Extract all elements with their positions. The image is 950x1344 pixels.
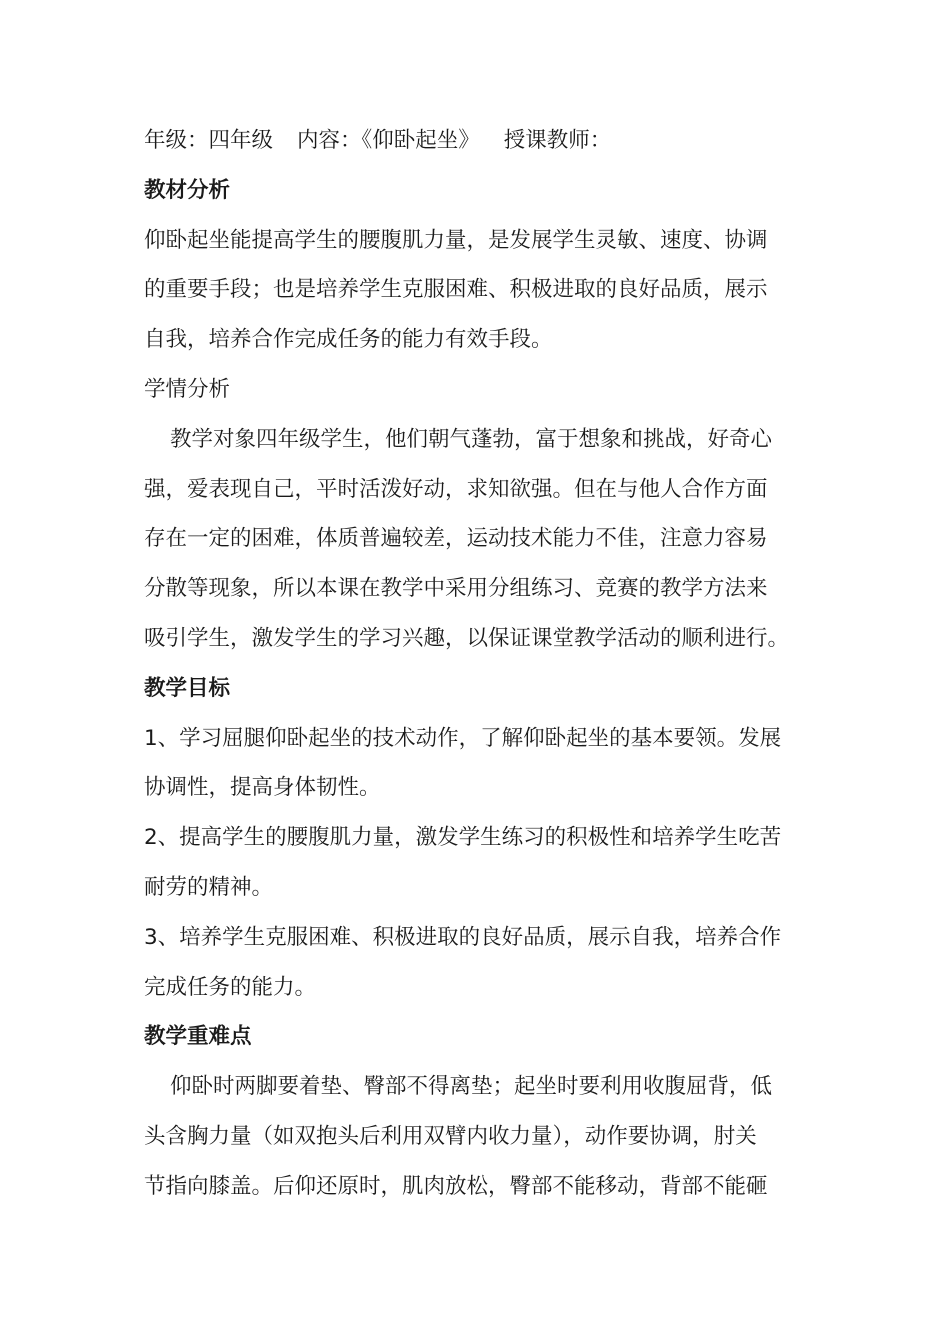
student-analysis-line: 教学对象四年级学生，他们朝气蓬勃，富于想象和挑战，好奇心 (170, 426, 773, 452)
document-body (144, 116, 816, 1212)
material-analysis-heading: 教材分析 (144, 177, 231, 203)
teaching-goal-line: 2、提高学生的腰腹肌力量，激发学生练习的积极性和培养学生吃苦 (144, 825, 782, 851)
key-points-line: 头含胸力量（如双抱头后利用双臂内收力量），动作要协调，肘关 (144, 1123, 757, 1149)
teaching-goals-heading: 教学目标 (144, 675, 231, 701)
key-points-line: 仰卧时两脚要着垫、臀部不得离垫；起坐时要利用收腹屈背，低 (170, 1074, 773, 1100)
material-analysis-line: 自我，培养合作完成任务的能力有效手段。 (144, 327, 553, 353)
key-points-line: 节指向膝盖。后仰还原时，肌肉放松，臀部不能移动，背部不能砸 (144, 1173, 768, 1199)
lesson-header (144, 116, 816, 166)
student-analysis-heading: 学情分析 (144, 376, 231, 402)
teaching-goal-line: 3、培养学生克服困难、积极进取的良好品质，展示自我，培养合作 (144, 924, 782, 950)
student-analysis-line: 吸引学生，激发学生的学习兴趣，以保证课堂教学活动的顺利进行。 (144, 625, 790, 651)
student-analysis-line: 存在一定的困难，体质普遍较差，运动技术能力不佳，注意力容易 (144, 526, 768, 552)
material-analysis-line: 仰卧起坐能提高学生的腰腹肌力量，是发展学生灵敏、速度、协调 (144, 227, 768, 253)
student-analysis-line: 强，爱表现自己，平时活泼好动，求知欲强。但在与他人合作方面 (144, 476, 768, 502)
content-field: 内容：《仰卧起坐》 (297, 128, 480, 153)
student-analysis-line: 分散等现象，所以本课在教学中采用分组练习、竞赛的教学方法来 (144, 576, 768, 602)
teaching-goal-line: 协调性，提高身体韧性。 (144, 775, 381, 801)
grade-field: 年级：四年级 (144, 128, 274, 153)
teaching-goal-line: 完成任务的能力。 (144, 974, 317, 1000)
teacher-field: 授课教师： (503, 128, 612, 153)
teaching-goal-line: 1、学习屈腿仰卧起坐的技术动作，了解仰卧起坐的基本要领。发展 (144, 725, 782, 751)
teaching-goal-line: 耐劳的精神。 (144, 874, 274, 900)
key-points-heading: 教学重难点 (144, 1024, 252, 1050)
material-analysis-line: 的重要手段；也是培养学生克服困难、积极进取的良好品质，展示 (144, 277, 768, 303)
